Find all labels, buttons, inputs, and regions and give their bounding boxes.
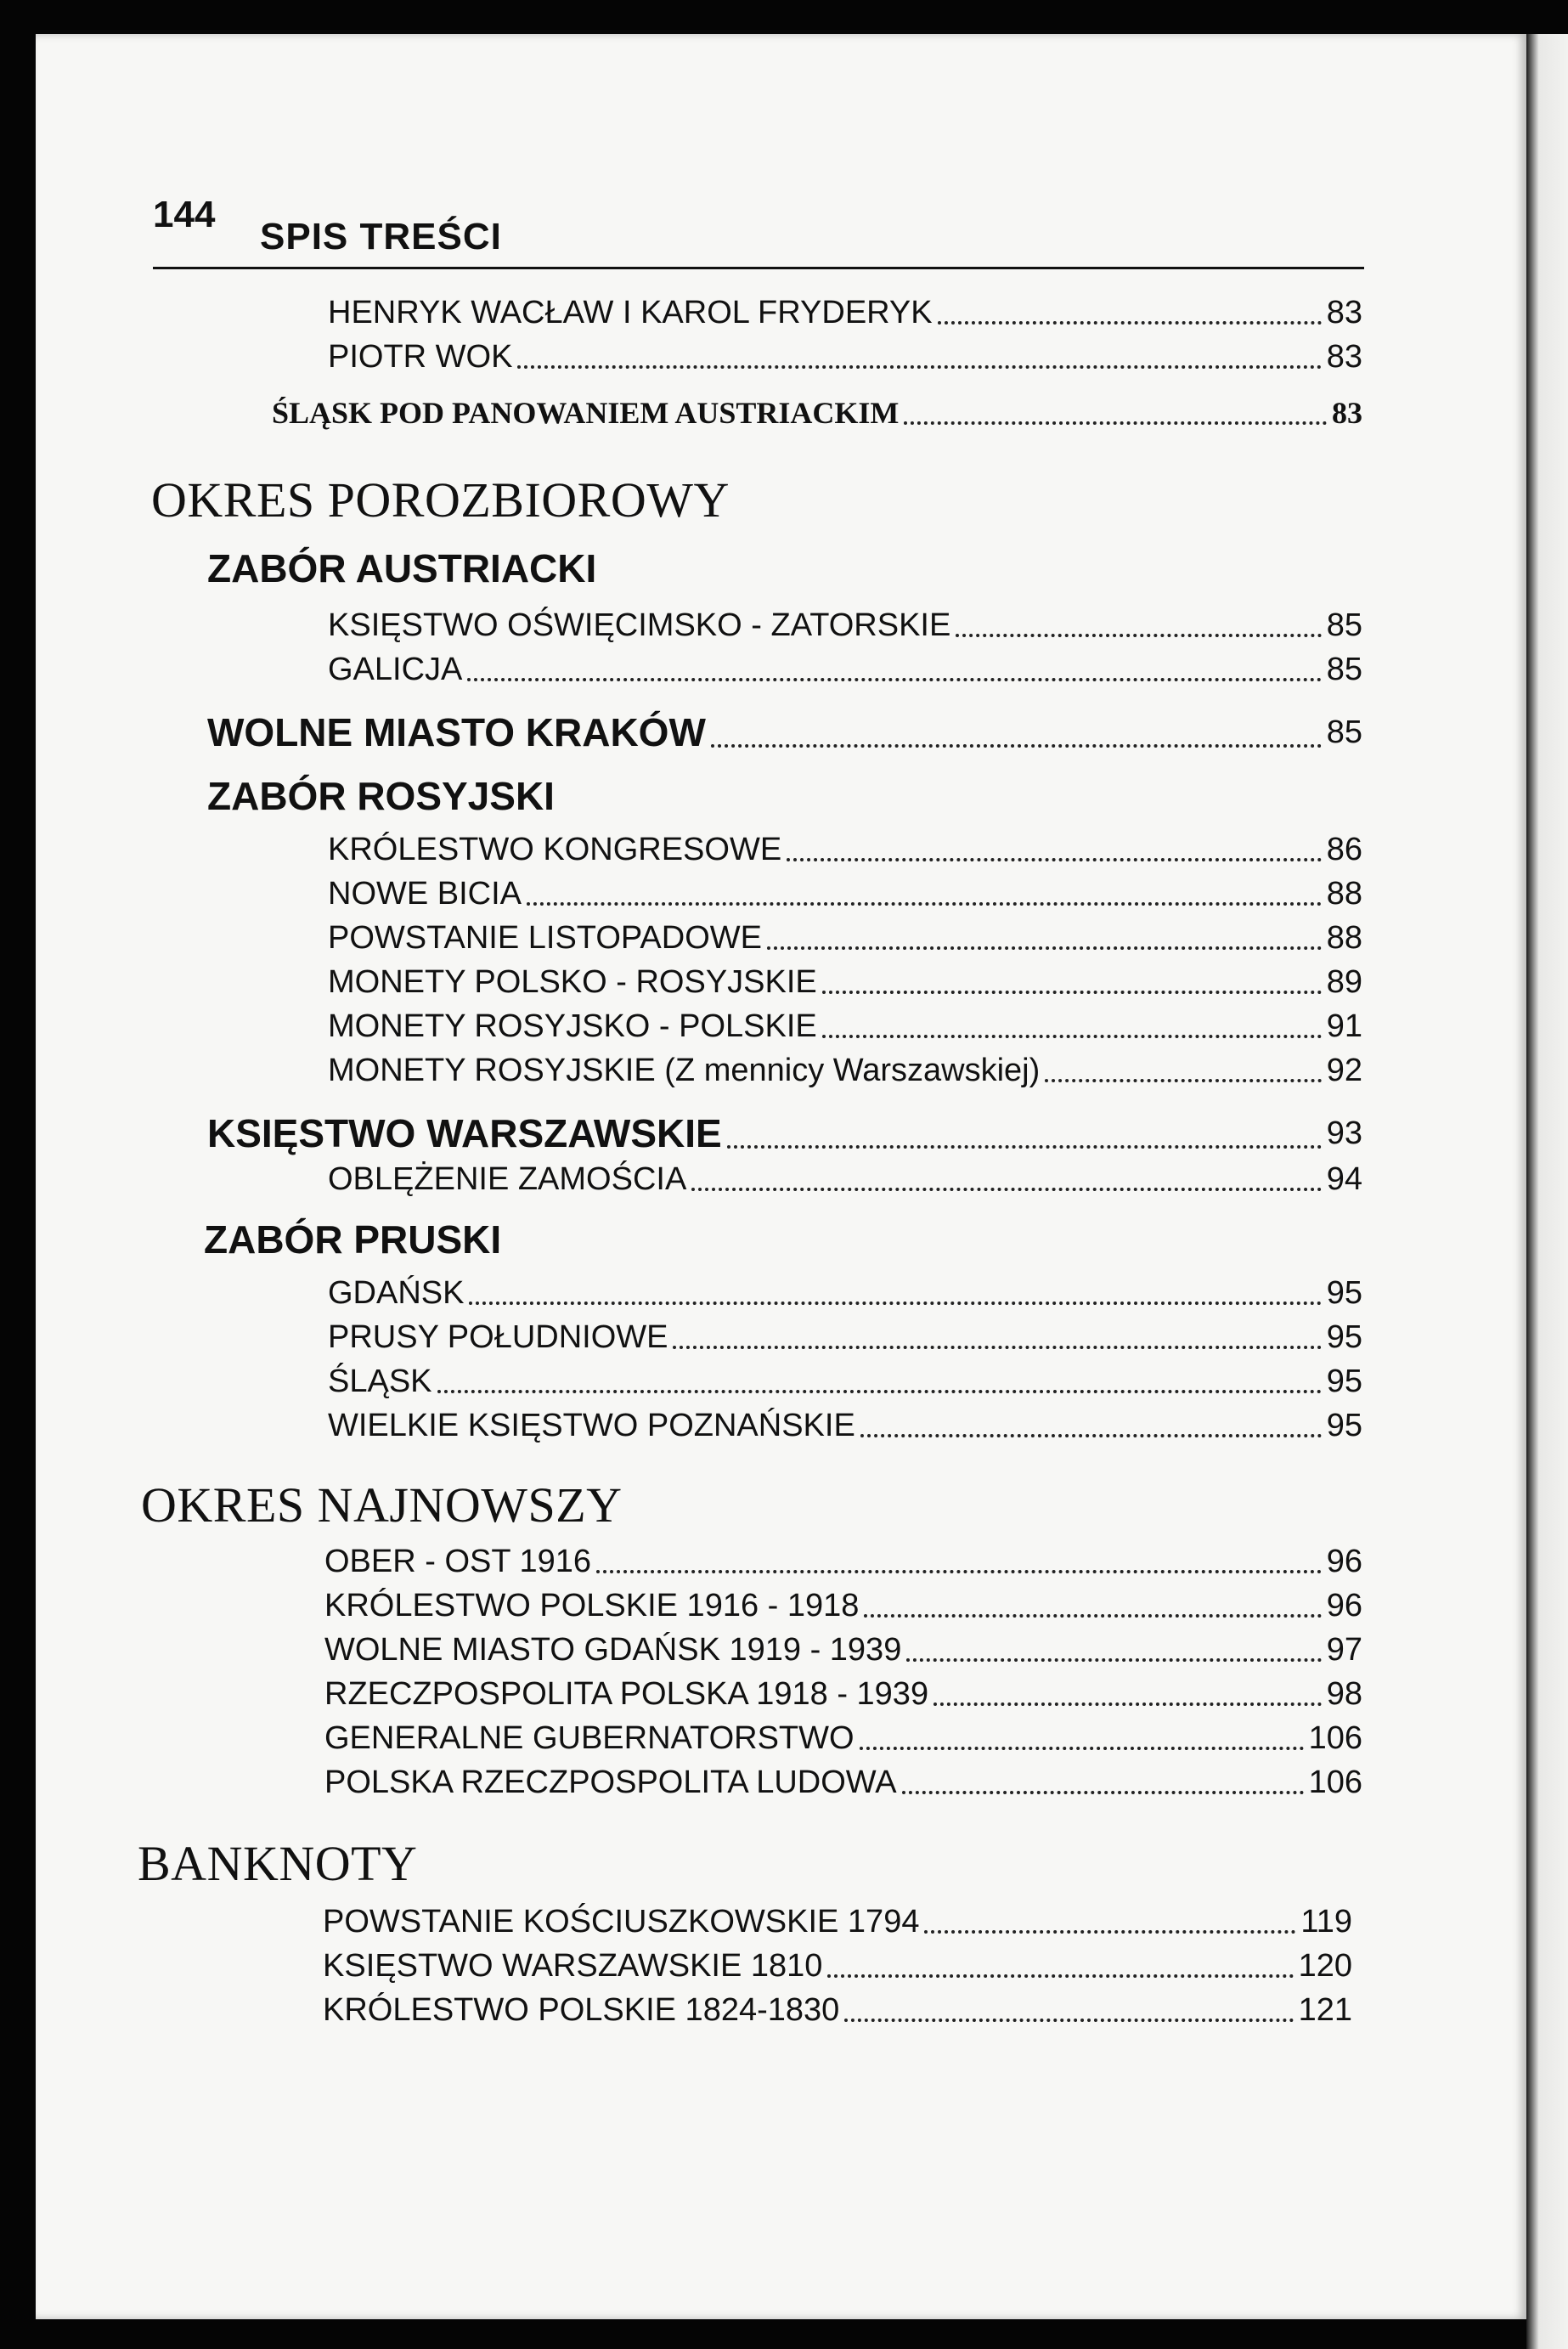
leader-dots [860,1431,1322,1437]
next-page-edge [1526,34,1568,2349]
toc-entry [324,1716,1362,1760]
toc-entry [324,1672,1362,1716]
page-header [153,189,1364,269]
toc-entry-title: POWSTANIE KOŚCIUSZKOWSKIE 1794 [323,1904,920,1940]
toc-entry-page: 83 [1326,339,1362,375]
leader-dots [596,1567,1322,1573]
toc-entry-title: ŚLĄSK [328,1364,432,1399]
toc-entry-title: MONETY POLSKO - ROSYJSKIE [328,964,817,1000]
toc-entry-title: ŚLĄSK POD PANOWANIEM AUSTRIACKIM [272,396,900,430]
leader-dots [711,741,1322,748]
toc-entry [324,1760,1362,1804]
leader-dots [1045,1076,1321,1082]
section-heading: BANKNOTY [138,1836,418,1891]
group-heading: ZABÓR AUSTRIACKI [207,546,597,590]
toc-entry-title: WIELKIE KSIĘSTWO POZNAŃSKIE [328,1408,855,1443]
toc-entry-page: 96 [1326,1588,1362,1623]
toc-entry-title: KSIĘSTWO OŚWIĘCIMSKO - ZATORSKIE [328,607,951,643]
page-title: SPIS TREŚCI [260,216,502,257]
toc-entry [328,647,1362,692]
leader-dots [904,418,1327,425]
group-heading: ZABÓR ROSYJSKI [207,774,555,818]
group-heading: ZABÓR PRUSKI [204,1217,502,1262]
leader-dots [822,1031,1322,1038]
toc-entry-page: 92 [1326,1053,1362,1088]
toc-entry-page: 95 [1326,1364,1362,1399]
toc-entry [328,1004,1362,1048]
leader-dots [933,1699,1322,1706]
leader-dots [673,1342,1321,1349]
toc-entry-title: OBER - OST 1916 [324,1544,591,1579]
toc-entry [328,1157,1362,1201]
toc-entry-page: 93 [1326,1115,1362,1151]
toc-entry-title: GDAŃSK [328,1275,465,1311]
toc-entry-page: 119 [1300,1904,1352,1940]
toc-entry [328,916,1362,960]
toc-entry [328,335,1362,379]
leader-dots [691,1184,1321,1191]
toc-entry-page: 83 [1326,295,1362,330]
leader-dots [527,899,1322,906]
toc-entry [324,1539,1362,1584]
toc-entry-page: 106 [1308,1765,1362,1800]
leader-dots [827,1971,1293,1978]
leader-dots [860,1743,1304,1750]
toc-entry-title: WOLNE MIASTO KRAKÓW [207,710,706,754]
leader-dots [956,630,1321,637]
toc-entry-title: HENRYK WACŁAW I KAROL FRYDERYK [328,295,933,330]
toc-entry [323,1944,1352,1988]
toc-entry-page: 121 [1298,1992,1352,2028]
toc-entry [272,391,1362,435]
toc-entry-page: 89 [1326,964,1362,1000]
toc-entry-title: MONETY ROSYJSKIE (Z mennicy Warszawskiej) [328,1053,1041,1088]
toc-entry [207,707,1362,758]
leader-dots [902,1787,1304,1794]
toc-entry [328,960,1362,1004]
toc-entry-page: 95 [1326,1275,1362,1311]
toc-entry-title: KRÓLESTWO KONGRESOWE [328,832,782,867]
toc-entry [324,1584,1362,1628]
toc-entry-page: 94 [1326,1161,1362,1197]
leader-dots [727,1142,1322,1149]
toc-entry-page: 91 [1326,1008,1362,1044]
toc-entry-page: 85 [1326,607,1362,643]
toc-entry-page: 88 [1326,876,1362,912]
toc-entry [328,872,1362,916]
toc-entry-page: 88 [1326,920,1362,956]
toc-entry [328,1403,1362,1448]
toc-entry-title: KSIĘSTWO WARSZAWSKIE 1810 [323,1948,823,1984]
leader-dots [844,2015,1293,2022]
toc-entry-page: 95 [1326,1408,1362,1443]
page-number: 144 [153,194,216,235]
toc-entry-page: 95 [1326,1319,1362,1355]
leader-dots [938,318,1322,325]
toc-entry-title: GALICJA [328,652,463,687]
toc-entry-title: OBLĘŻENIE ZAMOŚCIA [328,1161,687,1197]
section-heading: OKRES NAJNOWSZY [141,1477,623,1533]
toc-entry-title: MONETY ROSYJSKO - POLSKIE [328,1008,817,1044]
toc-entry [207,1108,1362,1159]
leader-dots [517,362,1321,369]
toc-entry-title: KSIĘSTWO WARSZAWSKIE [207,1111,722,1155]
toc-entry [328,1048,1362,1093]
leader-dots [864,1611,1321,1618]
toc-entry-page: 85 [1326,714,1362,750]
toc-entry-title: RZECZPOSPOLITA POLSKA 1918 - 1939 [324,1676,929,1712]
leader-dots [924,1927,1295,1934]
toc-entry-title: NOWE BICIA [328,876,522,912]
leader-dots [437,1386,1322,1393]
leader-dots [767,943,1322,950]
toc-entry-page: 106 [1308,1720,1362,1756]
toc-entry [328,1359,1362,1403]
toc-entry [324,1628,1362,1672]
leader-dots [469,1298,1321,1305]
toc-entry-title: PIOTR WOK [328,339,513,375]
toc-entry [328,1315,1362,1359]
toc-entry-title: WOLNE MIASTO GDAŃSK 1919 - 1939 [324,1632,902,1668]
toc-entry-title: KRÓLESTWO POLSKIE 1824-1830 [323,1992,840,2028]
toc-entry-title: POLSKA RZECZPOSPOLITA LUDOWA [324,1765,897,1800]
toc-entry [328,827,1362,872]
toc-entry-page: 85 [1326,652,1362,687]
toc-entry-title: POWSTANIE LISTOPADOWE [328,920,762,956]
toc-entry [328,1271,1362,1315]
leader-dots [906,1655,1321,1662]
toc-entry-title: PRUSY POŁUDNIOWE [328,1319,668,1355]
toc-entry [328,603,1362,647]
toc-entry [323,1900,1352,1944]
toc-entry [328,291,1362,335]
toc-entry [323,1988,1352,2032]
toc-entry-page: 83 [1332,396,1362,430]
toc-entry-page: 96 [1326,1544,1362,1579]
section-heading: OKRES POROZBIOROWY [151,472,730,528]
toc-entry-page: 98 [1326,1676,1362,1712]
toc-entry-title: GENERALNE GUBERNATORSTWO [324,1720,855,1756]
leader-dots [467,675,1321,681]
toc-entry-page: 97 [1326,1632,1362,1668]
leader-dots [787,855,1322,861]
toc-entry-page: 120 [1298,1948,1352,1984]
toc-entry-page: 86 [1326,832,1362,867]
leader-dots [822,987,1322,994]
toc-entry-title: KRÓLESTWO POLSKIE 1916 - 1918 [324,1588,860,1623]
